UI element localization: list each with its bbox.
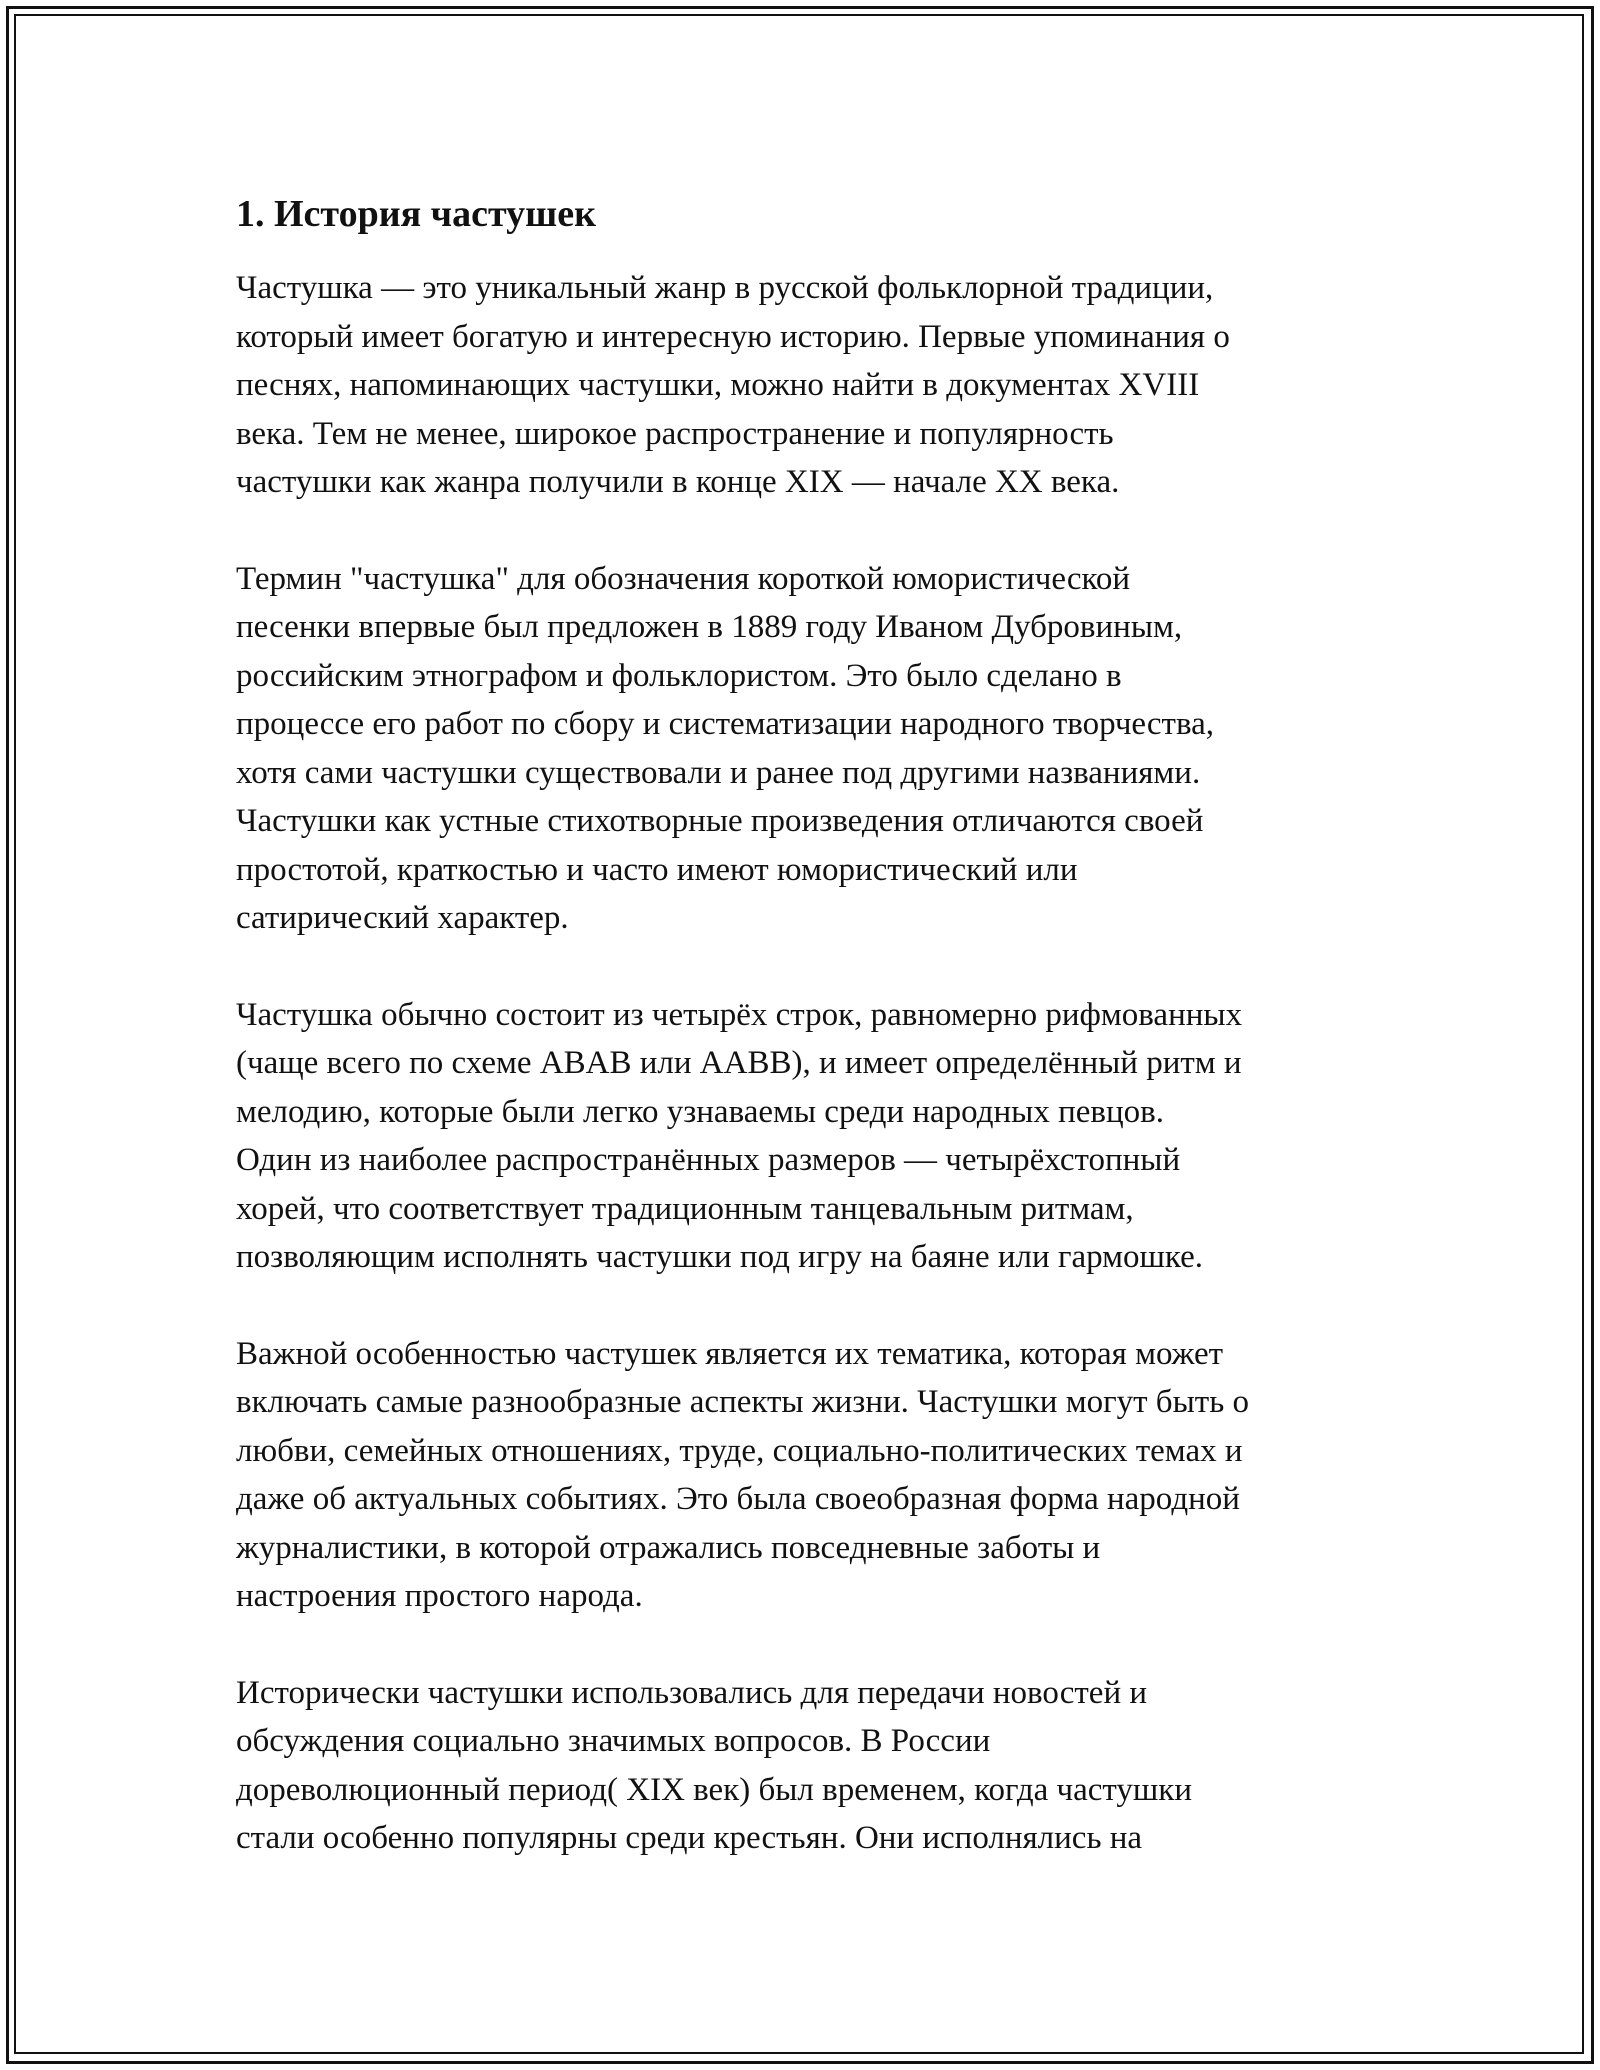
text-line: хотя сами частушки существовали и ранее под другими названиями. xyxy=(236,754,1201,791)
text-line: стали особенно популярны среди крестьян. Они исполнялись на xyxy=(236,1820,1143,1856)
text-line: частушки как жанра получили в конце XIX — начале XX века. xyxy=(236,464,1120,500)
text-line: Термин "частушка" для обозначения короткой юмористической xyxy=(236,560,1130,597)
text-line: дореволюционный период( XIX век) был временем, когда частушки xyxy=(236,1771,1193,1808)
paragraph-1 xyxy=(236,264,1366,507)
text-line: даже об актуальных событиях. Это была своеобразная форма народной xyxy=(236,1481,1240,1517)
text-line: Частушки как устные стихотворные произведения отличаются своей xyxy=(236,803,1204,839)
section-heading: 1. История частушек xyxy=(236,193,596,235)
text-line: процессе его работ по сбору и систематизации народного творчества, xyxy=(236,706,1215,742)
text-line: российским этнографом и фольклористом. Это было сделано в xyxy=(236,657,1122,694)
text-line: включать самые разнообразные аспекты жизни. Частушки могут быть о xyxy=(236,1384,1249,1420)
text-line: песнях, напоминающих частушки, можно найти в документах XVIII xyxy=(236,367,1200,403)
text-line: настроения простого народа. xyxy=(236,1578,643,1614)
paragraph-5 xyxy=(236,1669,1366,1863)
text-line: который имеет богатую и интересную историю. Первые упоминания о xyxy=(236,318,1230,355)
text-line: Частушка обычно состоит из четырёх строк, равномерно рифмованных xyxy=(236,996,1243,1033)
text-line: журналистики, в которой отражались повседневные заботы и xyxy=(236,1529,1101,1566)
text-line: (чаще всего по схеме ABAB или AABB), и имеет определённый ритм и xyxy=(236,1045,1242,1081)
text-line: простотой, краткостью и часто имеют юмористический или xyxy=(236,851,1078,888)
text-line: Исторически частушки использовались для передачи новостей и xyxy=(236,1674,1148,1711)
text-line: сатирический характер. xyxy=(236,900,569,936)
document-page xyxy=(236,186,1366,1911)
text-line: любви, семейных отношениях, труде, социально-политических темах и xyxy=(236,1432,1243,1469)
paragraph-2 xyxy=(236,555,1366,943)
text-line: Один из наиболее распространённых размеров — четырёхстопный xyxy=(236,1142,1181,1178)
paragraph-4 xyxy=(236,1330,1366,1621)
text-line: Частушка — это уникальный жанр в русской фольклорной традиции, xyxy=(236,270,1214,306)
text-line: мелодию, которые были легко узнаваемы среди народных певцов. xyxy=(236,1093,1164,1130)
text-line: позволяющим исполнять частушки под игру на баяне или гармошке. xyxy=(236,1239,1204,1275)
text-line: хорей, что соответствует традиционным танцевальным ритмам, xyxy=(236,1190,1134,1227)
paragraph-3 xyxy=(236,991,1366,1282)
text-line: века. Тем не менее, широкое распространение и популярность xyxy=(236,415,1114,452)
text-line: песенки впервые был предложен в 1889 году Иваном Дубровиным, xyxy=(236,609,1183,645)
text-line: Важной особенностью частушек является их тематика, которая может xyxy=(236,1335,1224,1372)
text-line: обсуждения социально значимых вопросов. В России xyxy=(236,1723,991,1759)
